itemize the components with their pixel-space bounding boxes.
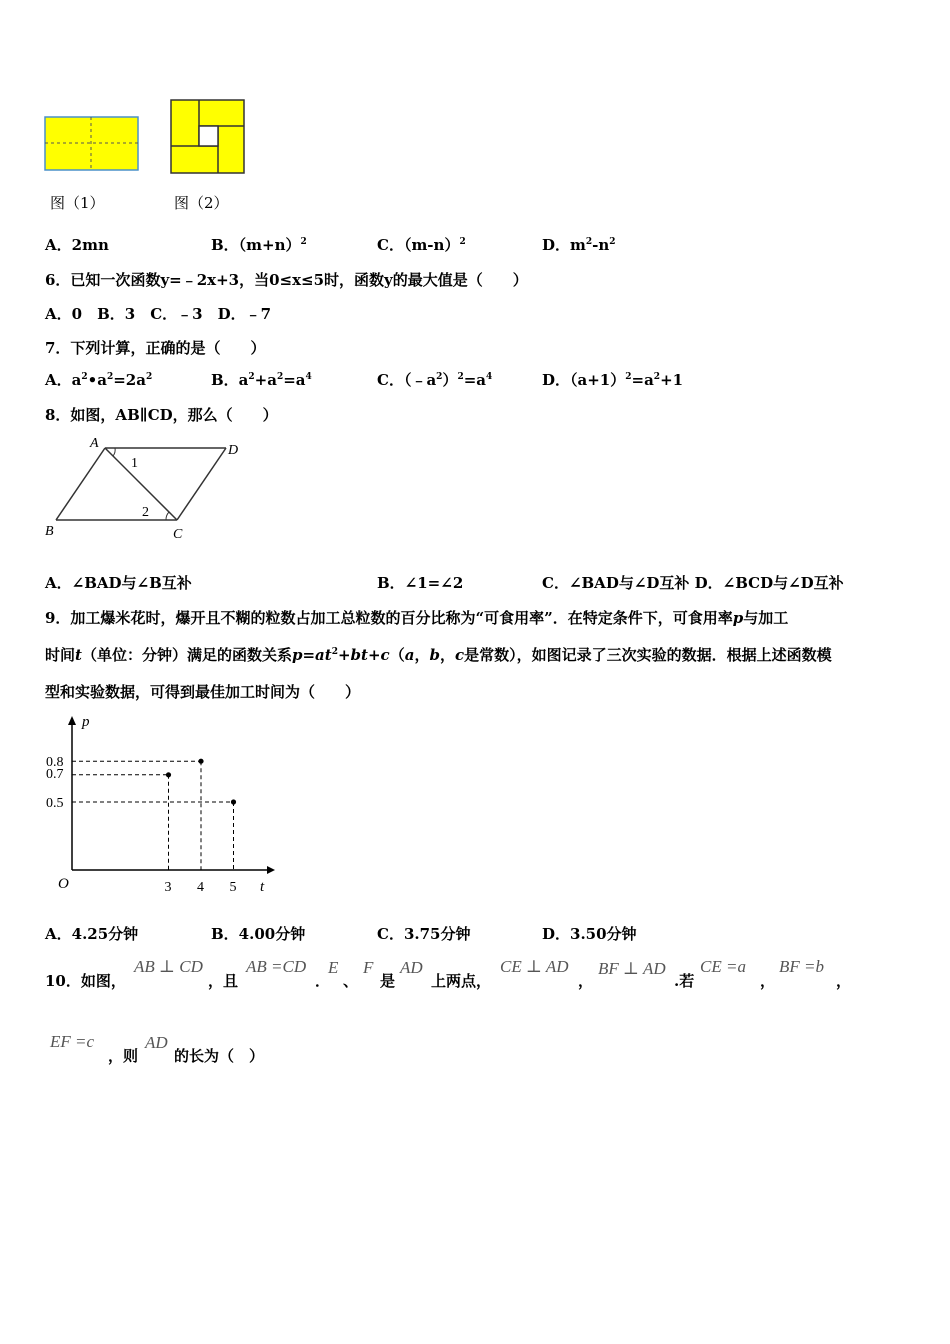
y-axis-arrow <box>68 716 76 725</box>
q10-math-ce-eq-a: CE =a <box>700 957 746 976</box>
q8-option-cd: C．∠BAD与∠D互补 D．∠BCD与∠D互补 <box>542 574 844 592</box>
figure-1-rectangle <box>44 116 140 172</box>
q9-option-a: A．4.25分钟 <box>45 925 139 943</box>
y-tick-label-1: 0.7 <box>46 766 64 782</box>
q9-option-d: D．3.50分钟 <box>542 925 637 943</box>
q8-parallelogram-figure <box>42 434 247 546</box>
figure-1-caption: 图（1） <box>50 194 105 212</box>
q10-text-4: 是 <box>380 972 396 990</box>
x-axis-arrow <box>267 866 275 874</box>
q10-math-bf-perp-ad: BF ⊥ AD <box>598 959 666 978</box>
q7-option-b: B．$a^2+a^2=a^4$ <box>211 371 312 389</box>
q8-stem: 8．如图，AB∥CD，那么（ ） <box>45 406 278 424</box>
q10-text-10: ，则 <box>108 1047 139 1065</box>
figure-2-caption: 图（2） <box>174 194 229 212</box>
q8-option-b: B．∠1=∠2 <box>377 574 464 592</box>
data-point-1 <box>198 759 203 764</box>
x-tick-label-1: 4 <box>197 880 204 895</box>
y-tick-label-2: 0.5 <box>46 796 64 811</box>
q7-option-a: A．$a^2•a^2=2a^2$ <box>45 371 153 389</box>
x-tick-label-0: 3 <box>164 880 172 895</box>
q5-option-c: C．$(m-n)^2$ <box>377 236 466 254</box>
q10-math-ab-perp-cd: AB ⊥ CD <box>134 957 203 976</box>
q8-label-a: A <box>90 436 99 451</box>
origin-label: O <box>58 876 69 892</box>
q7-option-c: C．$(﹣a^2)^2=a^4$ <box>377 371 493 389</box>
q10-text-3: 、 <box>343 972 359 990</box>
q10-text-9: ， <box>836 972 852 990</box>
q9-line-3: 型和实验数据，可得到最佳加工时间为（ ） <box>45 683 361 701</box>
y-tick-label-0: 0.8 <box>46 755 64 771</box>
q8-option-a: A．∠BAD与∠B互补 <box>45 574 192 592</box>
q10-text-8: ， <box>760 972 776 990</box>
q10-math-ce-perp-ad: CE ⊥ AD <box>500 957 569 976</box>
q10-text-2: ． <box>315 972 331 990</box>
q10-math-ef-eq-c: EF =c <box>50 1032 95 1051</box>
q5-option-b: B．$(m+n)^2$ <box>211 236 307 254</box>
q10-text-7: .若 <box>674 972 695 990</box>
data-point-0 <box>166 772 171 777</box>
q10-text-11: 的长为（ ） <box>174 1047 265 1065</box>
q10-number: 10．如图， <box>45 972 126 990</box>
q6-stem: 6．已知一次函数y=﹣2x+3，当0≤x≤5时，函数y的最大值是（ ） <box>45 271 528 289</box>
q9-line-2: 时间t（单位：分钟）满足的函数关系$p=at^2+bt+c(a$，b，c是常数），如图记录了三次实验的数据．根据上述函数模 <box>45 646 832 664</box>
figure-2-square <box>170 99 246 175</box>
q5-option-d: D．$m^2-n^2$ <box>542 236 616 254</box>
data-point-2 <box>231 799 236 804</box>
q9-chart <box>40 708 290 898</box>
q8-label-b: B <box>45 524 54 539</box>
q5-option-a: A．2mn <box>45 236 109 254</box>
y-axis-label: p <box>82 714 90 730</box>
q7-option-d: D．$(a+1)^2=a^2+1$ <box>542 371 684 389</box>
q8-label-d: D <box>228 443 239 458</box>
q10-math-ad-2: AD <box>145 1033 168 1052</box>
q7-stem: 7．下列计算，正确的是（ ） <box>45 339 266 357</box>
q10-math-f: F <box>363 958 374 977</box>
x-axis-label: t <box>260 879 265 895</box>
q9-option-c: C．3.75分钟 <box>377 925 471 943</box>
q8-angle-2-label: 2 <box>142 505 149 520</box>
q10-math-bf-eq-b: BF =b <box>779 957 824 976</box>
x-tick-label-2: 5 <box>229 880 237 895</box>
q10-math-ad: AD <box>400 958 423 977</box>
q10-math-e: E <box>328 958 339 977</box>
q10-math-ab-eq-cd: AB =CD <box>246 957 307 976</box>
q9-line-1: 9．加工爆米花时，爆开且不糊的粒数占加工总粒数的百分比称为“可食用率”．在特定条件下，可食用率p与加工 <box>45 609 789 627</box>
q8-angle-1-label: 1 <box>131 456 138 471</box>
q10-text-1: ，且 <box>208 972 239 990</box>
q6-options: A．0 B．3 C．﹣3 D．﹣7 <box>45 305 272 323</box>
q8-label-c: C <box>173 527 183 542</box>
q10-text-5: 上两点， <box>431 972 492 990</box>
q10-text-6: ， <box>578 972 594 990</box>
q9-option-b: B．4.00分钟 <box>211 925 306 943</box>
